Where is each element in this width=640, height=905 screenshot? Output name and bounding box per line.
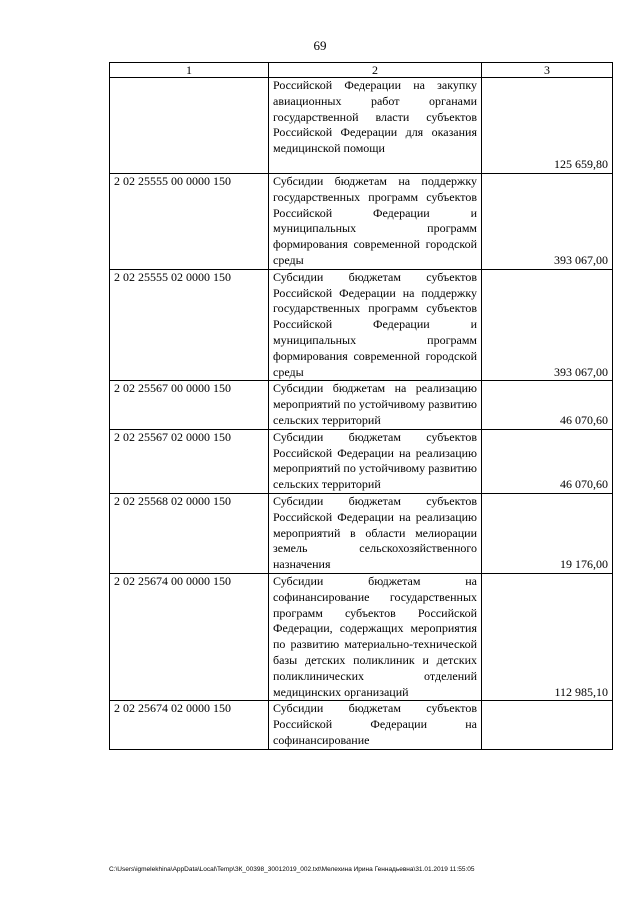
budget-name-cell: Субсидии бюджетам субъектов Российской Федерации на поддержку государственных программ субъектов Российской Федерации и муниципальных программ формирования современной городской среды [269, 269, 482, 381]
budget-amount-cell: 125 659,80 [482, 78, 613, 174]
budget-name-cell: Российской Федерации на закупку авиационных работ органами государственной власти субъектов Российской Федерации для оказания медицинской помощи [269, 78, 482, 174]
table-row [110, 78, 613, 174]
budget-name-cell: Субсидии бюджетам субъектов Российской Федерации на реализацию мероприятий по устойчивому развитию сельских территорий [269, 429, 482, 493]
budget-code-cell: 2 02 25555 00 0000 150 [110, 174, 269, 270]
budget-code-cell [110, 78, 269, 174]
budget-name-cell: Субсидии бюджетам субъектов Российской Федерации на реализацию мероприятий в области мелиорации земель сельскохозяйственного назначения [269, 493, 482, 573]
budget-amount-cell: 393 067,00 [482, 174, 613, 270]
budget-name-cell: Субсидии бюджетам субъектов Российской Федерации на софинансирование [269, 701, 482, 749]
budget-amount-cell: 393 067,00 [482, 269, 613, 381]
budget-name-cell: Субсидии бюджетам на софинансирование государственных программ субъектов Российской Федерации, содержащих мероприятия по развитию материально-технической базы детских поликлиник и детских поликлинических отделений медицинских организаций [269, 573, 482, 700]
table-row [110, 381, 613, 429]
budget-code-cell: 2 02 25674 00 0000 150 [110, 573, 269, 700]
budget-code-cell: 2 02 25567 02 0000 150 [110, 429, 269, 493]
column-header-2: 2 [269, 63, 482, 78]
budget-name-cell: Субсидии бюджетам на поддержку государственных программ субъектов Российской Федерации и муниципальных программ формирования современной городской среды [269, 174, 482, 270]
table-row [110, 493, 613, 573]
budget-amount-cell: 46 070,60 [482, 381, 613, 429]
budget-amount-cell: 19 176,00 [482, 493, 613, 573]
budget-amount-cell: 46 070,60 [482, 429, 613, 493]
budget-code-cell: 2 02 25674 02 0000 150 [110, 701, 269, 749]
table-row [110, 573, 613, 700]
column-header-3: 3 [482, 63, 613, 78]
table-header-row [110, 63, 613, 78]
file-path-footer: C:\Users\igmelekhina\AppData\Local\Temp\ЗК_00398_30012019_002.txt\Мелехина Ирина Геннадьевна\31.01.2019 11:55:05 [109, 866, 475, 873]
budget-code-cell: 2 02 25568 02 0000 150 [110, 493, 269, 573]
page-number: 69 [313, 38, 327, 53]
budget-name-cell: Субсидии бюджетам на реализацию мероприятий по устойчивому развитию сельских территорий [269, 381, 482, 429]
budget-code-cell: 2 02 25555 02 0000 150 [110, 269, 269, 381]
table-row [110, 269, 613, 381]
column-header-1: 1 [110, 63, 269, 78]
budget-table [109, 62, 613, 750]
budget-code-cell: 2 02 25567 00 0000 150 [110, 381, 269, 429]
table-row [110, 429, 613, 493]
table-row [110, 701, 613, 749]
table-row [110, 174, 613, 270]
budget-amount-cell: 112 985,10 [482, 573, 613, 700]
budget-amount-cell [482, 701, 613, 749]
